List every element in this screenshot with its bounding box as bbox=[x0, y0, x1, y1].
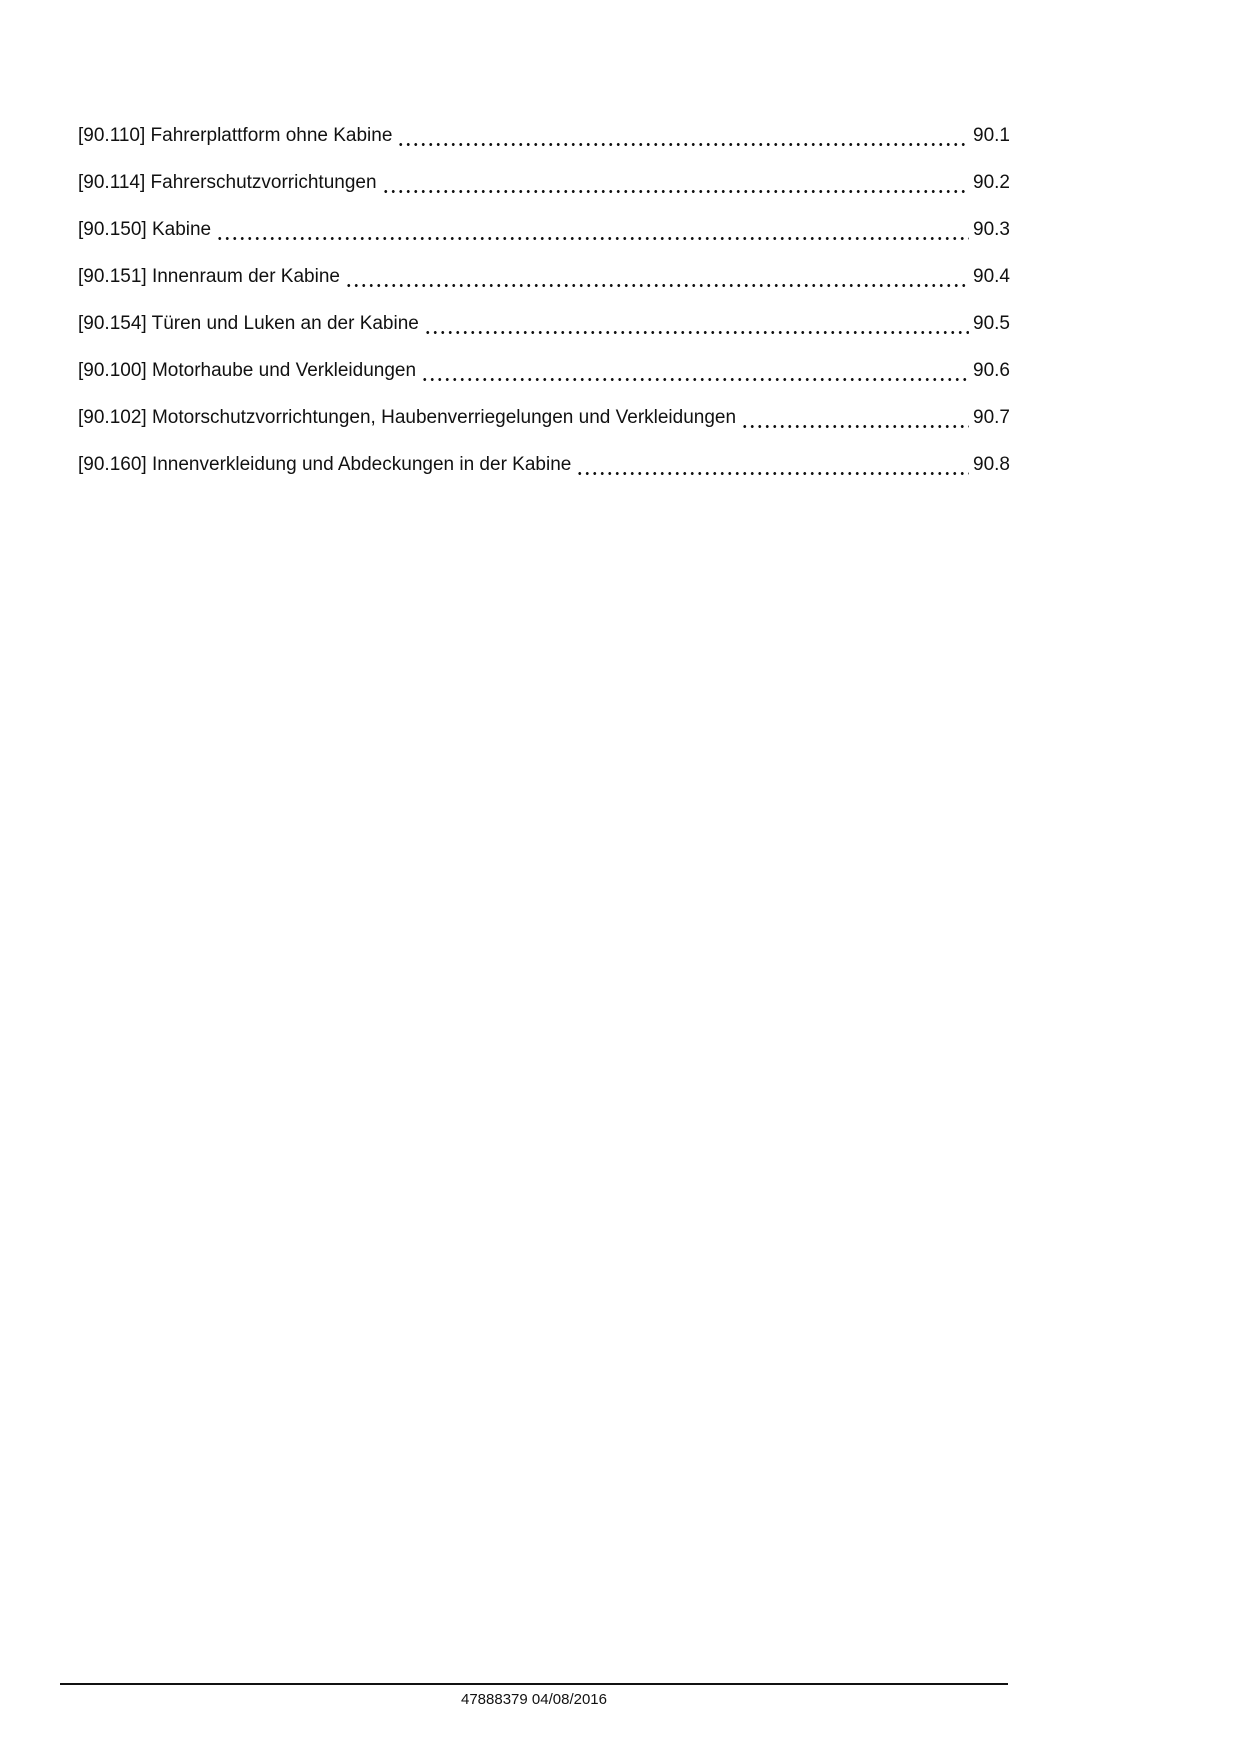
toc-entry bbox=[78, 394, 1010, 441]
toc-entry bbox=[78, 159, 1010, 206]
toc-entry-label: [90.102] Motorschutzvorrichtungen, Haubenverriegelungen und Verkleidungen bbox=[78, 407, 737, 428]
toc-entry-page: 90.1 bbox=[973, 125, 1010, 146]
toc-entry-page: 90.6 bbox=[973, 360, 1010, 381]
toc-entry bbox=[78, 441, 1010, 488]
toc-leader-dots bbox=[216, 206, 969, 253]
toc-entry bbox=[78, 253, 1010, 300]
toc-entry-page: 90.7 bbox=[973, 407, 1010, 428]
toc-entry bbox=[78, 206, 1010, 253]
toc-entry-label: [90.154] Türen und Luken an der Kabine bbox=[78, 313, 419, 334]
footer-document-id: 47888379 04/08/2016 bbox=[461, 1691, 607, 1708]
toc-entry-page: 90.3 bbox=[973, 219, 1010, 240]
toc-entry-page: 90.2 bbox=[973, 172, 1010, 193]
toc-leader-dots bbox=[345, 253, 969, 300]
toc-entry-label: [90.100] Motorhaube und Verkleidungen bbox=[78, 360, 417, 381]
toc-entry-label: [90.150] Kabine bbox=[78, 219, 212, 240]
toc-leader-dots bbox=[741, 394, 969, 441]
toc-leader-dots bbox=[421, 347, 969, 394]
toc-entry bbox=[78, 347, 1010, 394]
toc-leader-dots bbox=[576, 441, 969, 488]
toc-entry bbox=[78, 300, 1010, 347]
toc-leader-dots bbox=[424, 300, 969, 347]
toc-entry-page: 90.4 bbox=[973, 266, 1010, 287]
toc-entry-label: [90.151] Innenraum der Kabine bbox=[78, 266, 340, 287]
toc-entry-page: 90.8 bbox=[973, 454, 1010, 475]
toc-entry bbox=[78, 112, 1010, 159]
toc-entry-page: 90.5 bbox=[973, 313, 1010, 334]
toc-entry-label: [90.114] Fahrerschutzvorrichtungen bbox=[78, 172, 377, 193]
footer-divider bbox=[60, 1683, 1008, 1685]
table-of-contents bbox=[78, 112, 1010, 488]
toc-entry-label: [90.160] Innenverkleidung und Abdeckungen in der Kabine bbox=[78, 454, 572, 475]
toc-leader-dots bbox=[397, 112, 969, 159]
toc-leader-dots bbox=[382, 159, 969, 206]
toc-entry-label: [90.110] Fahrerplattform ohne Kabine bbox=[78, 125, 393, 146]
